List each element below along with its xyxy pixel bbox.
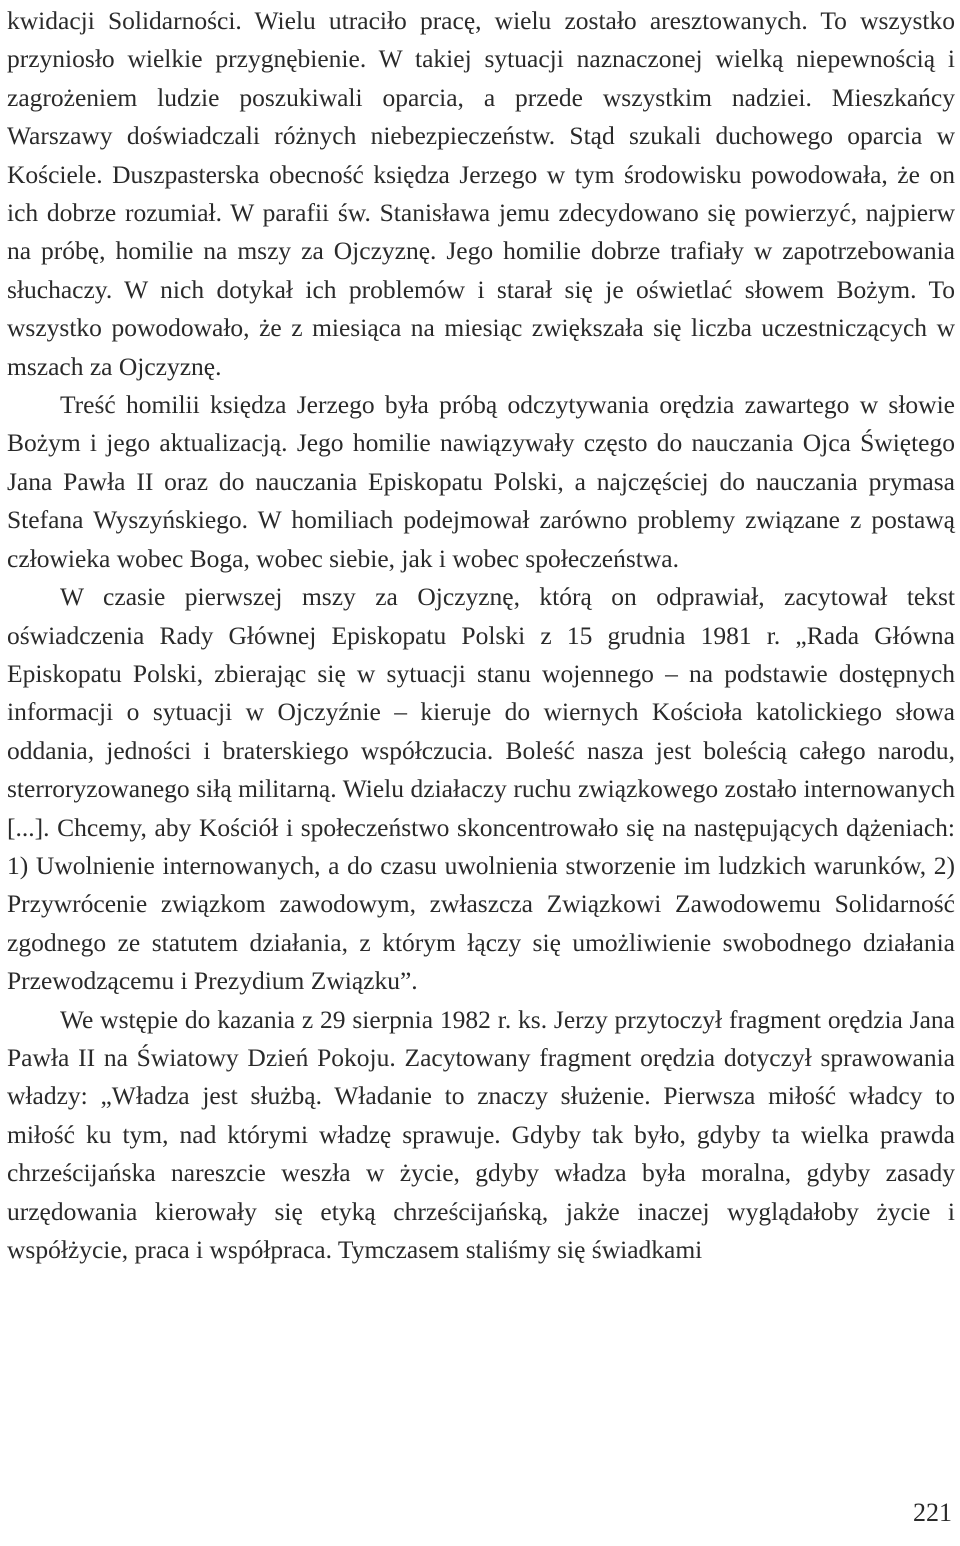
document-page — [7, 2, 955, 1269]
page-number: 221 — [913, 1498, 952, 1527]
paragraph-4: We wstępie do kazania z 29 sierpnia 1982 r. ks. Jerzy przytoczył fragment orędzia Jana Pawła II na Światowy Dzień Pokoju. Zacytowany fragment orędzia dotyczył sprawowania władzy: „Władza jest służbą. Władanie to znaczy służenie. Pierwsza miłość władcy to miłość ku tym, nad którymi władzę sprawuje. Gdyby tak było, gdyby ta wielka prawda chrześcijańska nareszcie weszła w życie, gdyby władza była moralna, gdyby zasady urzędowania kierowały się etyką chrześcijańską, jakże inaczej wyglądałoby życie i współżycie, praca i współpraca. Tymczasem staliśmy się świadkami — [7, 1004, 955, 1264]
paragraph-1: kwidacji Solidarności. Wielu utraciło pracę, wielu zostało aresztowanych. To wszystko przyniosło wielkie przygnębienie. W takiej sytuacji naznaczonej wielką niepewnością i zagrożeniem ludzie poszukiwali oparcia, a przede wszystkim nadziei. Mieszkańcy Warszawy doświadczali różnych niebezpieczeństw. Stąd szukali duchowego oparcia w Kościele. Duszpasterska obecność księdza Jerzego w tym środowisku powodowała, że on ich dobrze rozumiał. W parafii św. Stanisława jemu zdecydowano się powierzyć, najpierw na próbę, homilie na mszy za Ojczyznę. Jego homilie dobrze trafiały w zapotrzebowania słuchaczy. W nich dotykał ich problemów i starał się je oświetlać słowem Bożym. To wszystko powodowało, że z miesiąca na miesiąc zwiększała się liczba uczestniczących w mszach za Ojczyznę. — [7, 6, 955, 381]
paragraph-2: Treść homilii księdza Jerzego była próbą odczytywania orędzia zawartego w słowie Bożym i jego aktualizacją. Jego homilie nawiązywały często do nauczania Ojca Świętego Jana Pawła II oraz do nauczania Episkopatu Polski, a najczęściej do nauczania prymasa Stefana Wyszyńskiego. W homiliach podejmował zarówno problemy związane z postawą człowieka wobec Boga, wobec siebie, jak i wobec społeczeństwa. — [7, 390, 955, 573]
paragraph-3: W czasie pierwszej mszy za Ojczyznę, którą on odprawiał, zacytował tekst oświadczenia Rady Głównej Episkopatu Polski z 15 grudnia 1981 r. „Rada Główna Episkopatu Polski, zbierając się w sytuacji stanu wojennego – na podstawie dostępnych informacji o sytuacji w Ojczyźnie – kieruje do wiernych Kościoła katolickiego słowa oddania, jedności i braterskiego współczucia. Boleść nasza jest boleścią całego narodu, sterroryzowanego siłą militarną. Wielu działaczy ruchu związkowego zostało internowanych [...]. Chcemy, aby Kościół i społeczeństwo skoncentrowało się na następujących dążeniach: 1) Uwolnienie internowanych, a do czasu uwolnienia stworzenie im ludzkich warunków, 2) Przywrócenie związkom zawodowym, zwłaszcza Związkowi Zawodowemu Solidarność zgodnego ze statutem działania, z którym łączy się umożliwienie swobodnego działania Przewodzącemu i Prezydium Związku”. — [7, 582, 955, 996]
